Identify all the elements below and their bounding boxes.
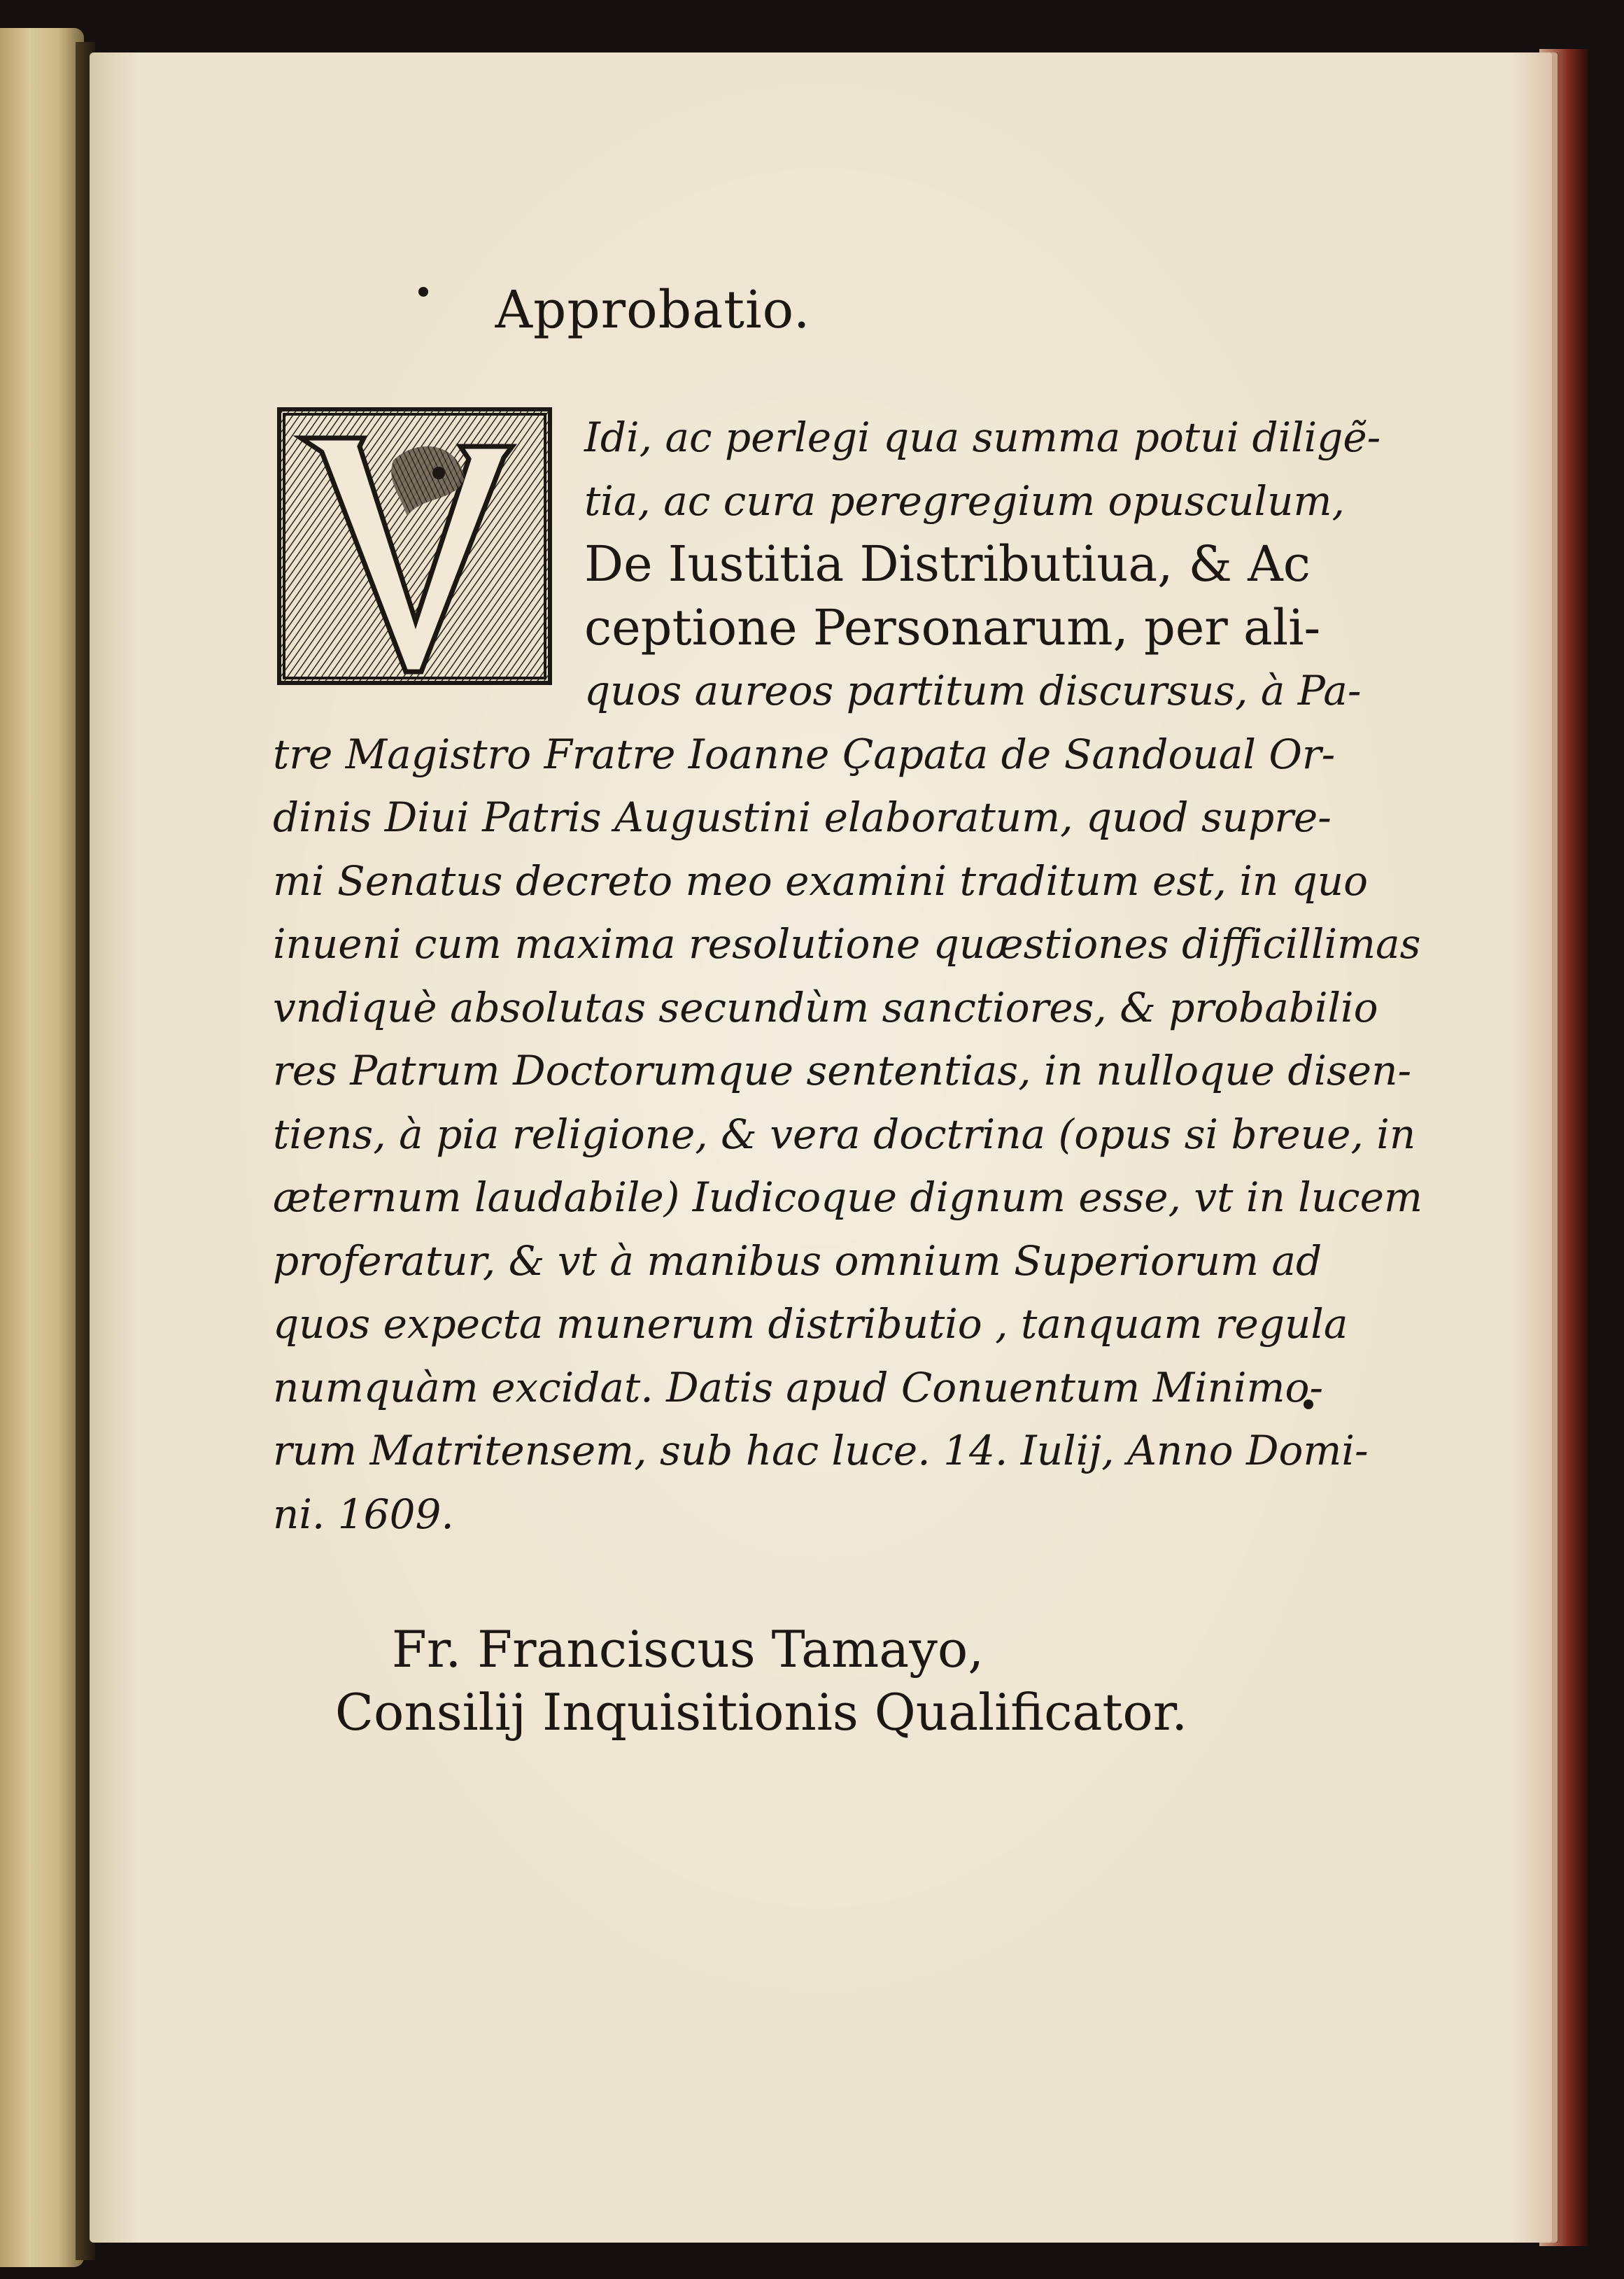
text-line: De Iustitia Distributiua, & Ac (584, 535, 1311, 593)
text-line: inueni cum maxima resolutione quæstiones difficillimas (273, 920, 1421, 968)
text-line: quos expecta munerum distributio , tanquam regula (273, 1300, 1348, 1348)
text-line: tre Magistro Fratre Ioanne Çapata de Sandoual Or- (273, 730, 1336, 778)
text-line: mi Senatus decreto meo examini traditum est, in quo (273, 856, 1369, 905)
text-line: Idi, ac perlegi qua summa potui diligẽ- (584, 414, 1381, 461)
text-line: vndiquè absolutas secundùm sanctiores, & probabilio (273, 983, 1378, 1031)
text-line: ceptione Personarum, per ali- (584, 598, 1321, 656)
text-line: res Patrum Doctorumque sententias, in nulloque disen- (273, 1047, 1412, 1094)
approbation-text (273, 406, 1422, 1546)
page-heading (90, 280, 1552, 340)
text-line: æternum laudabile) Iudicoque dignum esse, vt in lucem (273, 1173, 1422, 1221)
text-line: tia, ac cura peregregium opusculum, (584, 477, 1345, 525)
text-line: quos aureos partitum discursus, à Pa- (584, 667, 1362, 714)
text-line: numquàm excidat. Datis apud Conuentum Minimo- (273, 1363, 1324, 1411)
signature-name-text: Fr. Franciscus Tamayo, (391, 1620, 984, 1679)
text-line: ni. 1609. (273, 1490, 454, 1538)
text-line: tiens, à pia religione, & vera doctrina (opus si breue, in (273, 1110, 1416, 1158)
signature-name (90, 1620, 1552, 1679)
book-page (90, 52, 1552, 2243)
text-line: rum Matritensem, sub hac luce. 14. Iulij, Anno Domi- (273, 1427, 1369, 1474)
text-line: dinis Diui Patris Augustini elaboratum, quod supre- (273, 793, 1332, 841)
facing-page-edge (0, 28, 84, 2267)
heading-text: Approbatio. (495, 280, 811, 340)
signature-title-text: Consilij Inquisitionis Qualificator. (334, 1683, 1188, 1742)
signature-title (90, 1683, 1552, 1742)
text-line: proferatur, & vt à manibus omnium Superiorum ad (273, 1236, 1322, 1285)
